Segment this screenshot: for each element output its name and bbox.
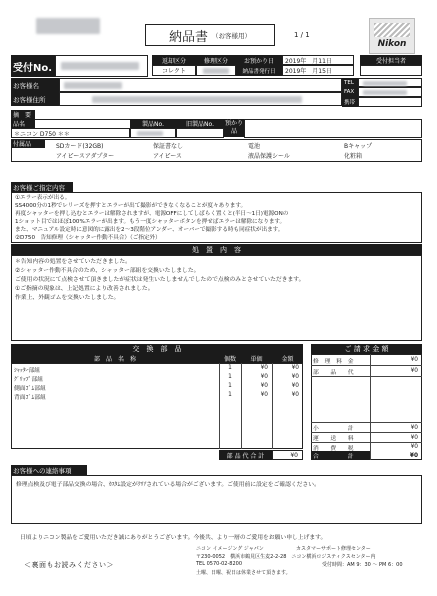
tax-label: 消 費 税	[313, 445, 354, 452]
complaint-title-text: お客様ご指定内容	[13, 183, 65, 192]
mobile-label	[342, 97, 358, 107]
parts-total-label	[219, 450, 272, 460]
parts-row-name: ｸﾞﾘｯﾌﾟ部組	[14, 377, 43, 383]
deposit-items-value	[244, 119, 422, 138]
back-page-note: ＜裏面もお読みください＞	[24, 561, 114, 569]
accessory-item: アイピースアダプター	[56, 153, 115, 160]
parts-row-amount: ¥0	[291, 365, 299, 371]
tel-redacted	[363, 81, 407, 86]
staff-value	[360, 65, 422, 76]
accessory-item: 化粧箱	[344, 153, 363, 160]
serial-no-text: 製品No.	[142, 121, 164, 128]
billing-total-value: ¥0	[409, 452, 418, 459]
fax-text: FAX	[344, 89, 355, 95]
parts-title-text: 交 換 部 品	[132, 345, 182, 353]
business-hours: 受付時間：AM 9：30 ～ PM 6：00	[322, 562, 403, 568]
delivery-date-text: 納品書発行日	[242, 68, 276, 75]
parts-row-price: ¥0	[260, 374, 268, 380]
serial-no-label	[130, 119, 176, 128]
mobile-field	[358, 97, 422, 107]
treatment-line: 作業上、外観ゴムを交換いたしました。	[15, 295, 120, 301]
repair-category-label	[196, 55, 236, 65]
parts-col-price	[241, 354, 272, 363]
notes-box	[11, 475, 422, 524]
parts-row-qty: 1	[228, 365, 232, 371]
parts-row-price: ¥0	[260, 365, 268, 371]
repair-center-name: カスタマーサポート修理センター	[296, 546, 371, 552]
treatment-line: ＊告知内容の処置をさせていただきました。	[15, 259, 131, 265]
parts-row-price: ¥0	[260, 392, 268, 398]
complaint-box	[11, 192, 422, 243]
repair-category-text: 修理区分	[203, 57, 228, 65]
item-name-label	[11, 119, 35, 128]
parts-row-name: 側面ｺﾞﾑ部組	[14, 386, 46, 392]
reception-no-field	[55, 55, 148, 77]
tax-value: ¥0	[410, 444, 418, 450]
parts-col-qty-text: 個数	[223, 356, 236, 363]
accessory-item: 保証書なし	[153, 143, 184, 150]
billing-row-line	[311, 376, 422, 377]
item-name-text: 品名	[13, 121, 26, 128]
fax-field	[358, 87, 422, 97]
repair-category-value	[196, 65, 236, 76]
pickup-date-text: お預かり日	[243, 57, 274, 65]
old-serial-no-text: 旧製品No.	[186, 121, 214, 128]
parts-col-price-text: 単価	[250, 356, 263, 363]
parts-col-amount-text: 金額	[281, 356, 294, 363]
parts-total-value	[272, 450, 303, 460]
parts-row-name: 背面ｺﾞﾑ部組	[14, 395, 46, 401]
old-serial-no-value	[176, 128, 224, 138]
summary-text: 摘 要	[13, 112, 32, 119]
billing-total-label: 合 計	[311, 451, 370, 460]
repair-fee-value: ¥0	[410, 357, 418, 363]
parts-total-value-text: ¥0	[290, 451, 298, 459]
serial-no-value	[130, 128, 176, 138]
reception-no-label	[11, 55, 55, 77]
barcode-redacted	[36, 18, 100, 34]
pickup-date-value-text: 2019年 月11日	[285, 57, 332, 65]
notes-title	[11, 465, 87, 475]
accessory-item: 電池	[248, 143, 261, 150]
accessory-item: Bキャップ	[344, 143, 373, 150]
customer-address-redacted	[92, 96, 302, 103]
return-category-label	[152, 55, 196, 65]
staff-label-text: 受付担当者	[375, 57, 406, 65]
customer-address-text: お客様住所	[13, 95, 46, 104]
treatment-box	[11, 255, 422, 341]
pickup-date-label	[236, 55, 282, 65]
parts-col-qty	[219, 354, 241, 363]
parts-row-price: ¥0	[260, 383, 268, 389]
thanks-message: 日頃よりニコン製品をご愛用いただき誠にありがとうございます。今後共、より一層のご愛用をお願い申し上げます。	[20, 535, 327, 541]
nikon-logo-text: Nikon	[377, 39, 407, 49]
item-name-value	[11, 128, 130, 138]
notes-title-text: お客様への連絡事項	[13, 466, 72, 475]
company-phone: TEL 0570-02-8200	[196, 561, 243, 567]
document-title: 納品書	[168, 29, 208, 45]
complaint-line: SS4000分の1秒でレリーズを押すとエラーが出て撮影ができなくなることが度々あります。	[15, 203, 247, 209]
company-address: 〒230-0052 横浜市鶴見区生麦2-2-28 ニコン横浜ロジスティクスセンター内	[196, 554, 376, 560]
pickup-date-value	[282, 55, 354, 65]
treatment-line: ご使用の状況にて点検させて頂きましたが症状は発生いたしませんでしたので点検のみとさせていただきます。	[15, 277, 305, 283]
treatment-title	[11, 244, 422, 255]
old-serial-no-label	[176, 119, 224, 128]
document-subtitle: （お客様用）	[212, 31, 251, 40]
complaint-line: 再度シャッターを押し込むとエラーは解除されますが、電源OFFにしてしばらく置くと(半日～1日)電源ONの	[15, 211, 289, 217]
complaint-line: ①エラー表示が出る。	[15, 195, 71, 201]
tel-text: TEL	[344, 79, 354, 86]
staff-label	[360, 55, 422, 65]
parts-title	[11, 344, 303, 354]
customer-name-text: お客様名	[13, 81, 39, 90]
treatment-title-text: 処 置 内 容	[192, 245, 241, 254]
return-category-value-text: コレクト	[162, 68, 186, 75]
subtotal-value: ¥0	[410, 424, 418, 431]
deposit-items-label	[224, 119, 244, 137]
item-name-value-text: ＊ニコン D750 ＊＊	[14, 130, 70, 138]
page-indicator: 1 / 1	[294, 31, 310, 39]
deposit-items-text: 預かり品	[224, 120, 243, 135]
parts-fee-label: 部 品 代	[313, 369, 354, 376]
accessory-item: アイピース	[153, 153, 182, 160]
parts-col-name	[11, 354, 219, 363]
parts-row-amount: ¥0	[291, 374, 299, 380]
parts-total-text: 部 品 代 合 計	[226, 452, 265, 460]
reception-no-redacted	[61, 62, 139, 70]
mobile-text: 携帯	[344, 100, 356, 106]
accessories-text: 付属品	[13, 141, 32, 148]
treatment-line: ②シャッター作動不具合のため、シャッター部組を交換いたしました。	[15, 268, 200, 274]
customer-address-label	[11, 92, 59, 106]
holidays-note: 土曜、日曜、祝日は休業させて頂きます。	[196, 570, 291, 576]
tel-label	[342, 78, 358, 87]
complaint-line: 1ショット目ではほぼ100%エラーが出ます。もう一度シャッターボタンを押せばエラーは解除になります。	[15, 219, 286, 225]
reception-no-text: 受付No.	[13, 62, 53, 74]
customer-name-field	[59, 78, 342, 92]
company-name: ニコン イメージング ジャパン	[196, 546, 264, 552]
complaint-line: また、マニュアル設定時に意図的に露出を2～3段階位アンダー、オーバーで撮影する時も同症状が出ます。	[15, 227, 284, 233]
repair-category-redacted	[203, 68, 229, 74]
summary-label	[11, 110, 35, 119]
fax-redacted	[363, 90, 407, 95]
parts-col-amount	[272, 354, 303, 363]
return-category-text: 返却区分	[161, 57, 186, 65]
accessory-item: 液晶保護シール	[248, 153, 290, 160]
notes-text: 修理点検及び電子部品交換の場合、ｶｽﾀﾑ設定がｸﾘｱされている場合がございます。ご使用前に設定をご確認ください。	[16, 482, 320, 488]
parts-row-qty: 1	[228, 392, 232, 398]
parts-row-qty: 1	[228, 374, 232, 380]
treatment-line: ①ご指摘の現象は、上記処置により改善されました。	[15, 286, 154, 292]
complaint-line: ②D750 告知修理（シャッター作動不具合）（ご指定外）	[15, 235, 161, 241]
delivery-date-label	[236, 65, 282, 76]
shipping-label: 運 送 料	[313, 436, 354, 442]
billing-title-text: ご 請 求 金 額	[344, 345, 389, 353]
parts-row-amount: ¥0	[291, 392, 299, 398]
billing-title	[311, 344, 422, 354]
complaint-title	[11, 182, 73, 192]
nikon-logo	[369, 18, 415, 54]
return-category-value	[152, 65, 196, 76]
shipping-value: ¥0	[410, 434, 418, 441]
subtotal-label: 小 計	[313, 426, 354, 432]
customer-name-redacted	[64, 82, 122, 89]
parts-row-amount: ¥0	[291, 383, 299, 389]
customer-address-field	[59, 92, 342, 106]
customer-name-label	[11, 78, 59, 92]
parts-fee-value: ¥0	[410, 368, 418, 374]
parts-col-name-text: 部 品 名 称	[93, 356, 136, 363]
delivery-date-value	[282, 65, 354, 76]
document-title-box	[145, 24, 275, 46]
tel-field	[358, 78, 422, 87]
delivery-date-value-text: 2019年 月15日	[285, 68, 332, 75]
parts-row-name: ｼｬｯﾀｰ部組	[14, 368, 41, 374]
nikon-logo-stripes-icon	[374, 23, 410, 37]
serial-no-redacted	[137, 131, 163, 136]
parts-row-qty: 1	[228, 383, 232, 389]
fax-label	[342, 87, 358, 97]
accessory-item: SDカード(32GB)	[56, 143, 104, 150]
repair-fee-label: 修 理 料 金	[313, 358, 354, 365]
